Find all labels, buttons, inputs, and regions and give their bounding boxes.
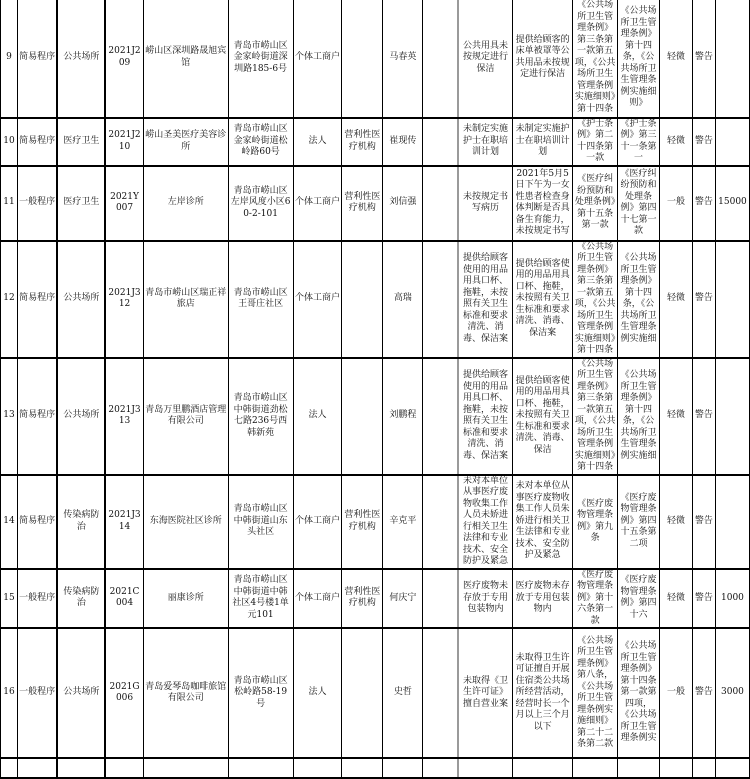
cell-category: 传染病防治 [57,475,105,569]
cell-category: 传染病防治 [57,569,105,629]
cell-penalty-type: 警告 [692,241,715,358]
cell-case-no: 2021J314 [105,475,143,569]
cell-case-no: 2021J210 [105,118,143,166]
cell-party-name: 青岛万里鹏酒店管理有限公司 [143,358,228,475]
cell-severity: 一般 [660,166,693,241]
cell-no: 16 [1,628,18,758]
cell-severity: 轻微 [660,358,693,475]
cell-legal-rep [383,758,423,778]
cell-org-type [342,758,383,778]
cell-case-no: 2021C004 [105,569,143,629]
cell-address: 青岛市崂山区中韩街道劲松七路236号西韩新苑 [228,358,293,475]
cell-address [228,758,293,778]
cell-party-type: 个体工商户 [293,0,342,118]
cell-party-type: 法人 [293,628,342,758]
cell-procedure: 一般程序 [17,628,57,758]
cell-party-type: 法人 [293,118,342,166]
cell-basis-violated: 《公共场所卫生管理条例》第三条第一款第五项，《公共场所卫生管理条例实施细则》第十四条 [573,358,618,475]
cell-blank [423,166,458,241]
cell-procedure: 简易程序 [17,475,57,569]
cell-org-type [342,628,383,758]
table-row [1,118,750,166]
cell-party-type [293,758,342,778]
cell-violation: 未按规定书写病历 [458,166,513,241]
cell-org-type [342,358,383,475]
cell-org-type [342,0,383,118]
cell-basis-violated: 《公共场所卫生管理条例》第八条，《公共场所卫生管理条例实施细则》第二十二条第二款 [573,628,618,758]
cell-facts: 未制定实施护士在职培训计划 [513,118,573,166]
cell-no: 10 [1,118,18,166]
cell-case-no: 2021Y007 [105,166,143,241]
cell-party-name: 丽康诊所 [143,569,228,629]
cell-basis-penalty: 《护士条例》第三十一条第一 [618,118,660,166]
cell-party-type: 个体工商户 [293,475,342,569]
cell-basis-violated [573,758,618,778]
cell-penalty-type [692,758,715,778]
cell-basis-violated: 《公共场所卫生管理条例》第三条第一款第五项，《公共场所卫生管理条例实施细则》第十四条 [573,241,618,358]
cell-party-name: 崂山圣美医疗美容诊所 [143,118,228,166]
cell-party-name: 青岛市崂山区瑞正祥旅店 [143,241,228,358]
cell-facts [513,758,573,778]
cell-basis-violated: 《护士条例》第二十四条第一款 [573,118,618,166]
cell-legal-rep: 刘鹏程 [383,358,423,475]
cell-procedure [17,758,57,778]
cell-basis-violated: 《医疗废物管理条例》第九条 [573,475,618,569]
cell-blank [423,758,458,778]
cell-penalty-type: 警告 [692,475,715,569]
cell-legal-rep: 马春英 [383,0,423,118]
cell-no [1,758,18,778]
cell-severity: 一般 [660,628,693,758]
cell-blank [423,628,458,758]
cell-party-name: 崂山区深圳路晟旭宾馆 [143,0,228,118]
cell-no: 14 [1,475,18,569]
cell-violation: 未取得《卫生许可证》擅自营业案 [458,628,513,758]
cell-violation: 医疗废物未存放于专用包装物内 [458,569,513,629]
cell-legal-rep: 何庆宁 [383,569,423,629]
cell-violation: 提供给顾客使用的用品用具口杯、拖鞋，未按照有关卫生标准和要求清洗、消毒、保洁案 [458,241,513,358]
cell-basis-penalty: 《医疗废物管理条例》第四十五条第二项 [618,475,660,569]
cell-facts: 提供给顾客使用的用品用具口杯、拖鞋，未按照有关卫生标准和要求清洗、消毒、保洁 [513,358,573,475]
cell-penalty-type: 警告 [692,569,715,629]
cell-case-no: 2021J312 [105,241,143,358]
cell-party-name: 青岛爱琴岛咖啡旅馆有限公司 [143,628,228,758]
cell-basis-penalty: 《公共场所卫生管理条例》第十四条，《公共场所卫生管理条例实施细 [618,358,660,475]
table-row [1,475,750,569]
cell-fine-amount [715,118,749,166]
cell-blank [423,358,458,475]
cell-basis-violated: 《医疗废物管理条例》第十六条第一款 [573,569,618,629]
table-row [1,241,750,358]
cell-org-type: 营利性医疗机构 [342,118,383,166]
cell-basis-penalty: 《公共场所卫生管理条例》第十四条，《公共场所卫生管理条例实施细 [618,241,660,358]
cell-basis-penalty [618,758,660,778]
cell-no: 12 [1,241,18,358]
cell-severity: 轻微 [660,0,693,118]
cell-basis-penalty: 《公共场所卫生管理条例》第十四条，《公共场所卫生管理条例实施细则》 [618,0,660,118]
cell-category: 公共场所 [57,0,105,118]
cell-category: 公共场所 [57,628,105,758]
cell-basis-violated: 《公共场所卫生管理条例》第三条第一款第五项，《公共场所卫生管理条例实施细则》第十四条 [573,0,618,118]
cell-blank [423,118,458,166]
cell-party-name: 左岸诊所 [143,166,228,241]
cell-address: 青岛市崂山区王哥庄社区 [228,241,293,358]
cell-category: 医疗卫生 [57,166,105,241]
cell-legal-rep: 高瑞 [383,241,423,358]
cell-facts: 提供给顾客使用的用品用具口杯、拖鞋，未按照有关卫生标准和要求清洗、消毒、保洁案 [513,241,573,358]
table-row [1,569,750,629]
cell-fine-amount [715,241,749,358]
cell-case-no [105,758,143,778]
cell-case-no: 2021J209 [105,0,143,118]
cell-blank [423,241,458,358]
cell-fine-amount [715,475,749,569]
cell-basis-penalty: 《公共场所卫生管理条例》第十四条第一款第四项，《公共场所卫生管理条例实 [618,628,660,758]
cell-address: 青岛市崂山区中韩街道山东头社区 [228,475,293,569]
cell-category: 公共场所 [57,241,105,358]
cell-fine-amount [715,0,749,118]
cell-no: 11 [1,166,18,241]
cell-basis-violated: 《医疗纠纷预防和处理条例》第十五条第一款 [573,166,618,241]
cell-severity: 轻微 [660,475,693,569]
cell-violation: 未制定实施护士在职培训计划 [458,118,513,166]
cell-penalty-type: 警告 [692,0,715,118]
cell-blank [423,475,458,569]
table-row [1,0,750,118]
cell-category [57,758,105,778]
cell-legal-rep: 辛克平 [383,475,423,569]
cell-fine-amount: 15000 [715,166,749,241]
cell-address: 青岛市崂山区金家岭街道深圳路185-6号 [228,0,293,118]
table-row [1,166,750,241]
cell-party-type: 个体工商户 [293,241,342,358]
cell-blank [423,0,458,118]
cell-fine-amount: 1000 [715,569,749,629]
cell-facts: 2021年5月5日下午为一女性患者检查身体判断是否具备生育能力，未按规定书写 [513,166,573,241]
cell-procedure: 简易程序 [17,0,57,118]
cell-fine-amount [715,358,749,475]
cell-address: 青岛市崂山区左岸风度小区60-2-101 [228,166,293,241]
cell-case-no: 2021J313 [105,358,143,475]
cell-party-name: 东海医院社区诊所 [143,475,228,569]
cell-procedure: 一般程序 [17,166,57,241]
cell-facts: 医疗废物未存放于专用包装物内 [513,569,573,629]
cell-legal-rep: 刘信强 [383,166,423,241]
table-row [1,628,750,758]
cell-party-name [143,758,228,778]
cell-address: 青岛市崂山区松岭路58-19号 [228,628,293,758]
cell-severity: 轻微 [660,569,693,629]
cell-legal-rep: 史哲 [383,628,423,758]
cell-address: 青岛市崂山区金家岭街道松岭路60号 [228,118,293,166]
cell-violation: 提供给顾客使用的用品用具口杯、拖鞋，未按照有关卫生标准和要求清洗、消毒、保洁案 [458,358,513,475]
cell-penalty-type: 警告 [692,118,715,166]
cell-penalty-type: 警告 [692,166,715,241]
cell-org-type: 营利性医疗机构 [342,569,383,629]
cell-basis-penalty: 《医疗纠纷预防和处理条例》第四十七第一款 [618,166,660,241]
cell-party-type: 个体工商户 [293,166,342,241]
cell-penalty-type: 警告 [692,358,715,475]
cell-penalty-type: 警告 [692,628,715,758]
cell-case-no: 2021G006 [105,628,143,758]
cell-no: 13 [1,358,18,475]
cell-violation [458,758,513,778]
cell-party-type: 个体工商户 [293,569,342,629]
cell-facts: 未对本单位从事医疗废物收集工作人员朱娇进行相关卫生法律和专业技术、安全防护及紧急 [513,475,573,569]
cell-category: 医疗卫生 [57,118,105,166]
cell-fine-amount: 3000 [715,628,749,758]
cell-party-type: 法人 [293,358,342,475]
cell-no: 9 [1,0,18,118]
cell-address: 青岛市崂山区中韩街道中韩社区4号楼1单元101 [228,569,293,629]
cell-org-type: 营利性医疗机构 [342,166,383,241]
cell-procedure: 简易程序 [17,358,57,475]
cell-legal-rep: 崔现传 [383,118,423,166]
cell-blank [423,569,458,629]
cell-procedure: 简易程序 [17,241,57,358]
cell-fine-amount [715,758,749,778]
cell-org-type: 营利性医疗机构 [342,475,383,569]
cell-violation: 未对本单位从事医疗废物收集工作人员未娇进行相关卫生法律和专业技术、安全防护及紧急 [458,475,513,569]
cell-facts: 提供给顾客的床单被罩等公共用品未按规定进行保洁 [513,0,573,118]
cell-procedure: 简易程序 [17,118,57,166]
table-row [1,358,750,475]
cell-org-type [342,241,383,358]
cell-violation: 公共用具未按规定进行保洁 [458,0,513,118]
cell-severity: 轻微 [660,241,693,358]
cell-no: 15 [1,569,18,629]
cell-category: 公共场所 [57,358,105,475]
cell-procedure: 一般程序 [17,569,57,629]
cell-facts: 未取得卫生许可证擅自开展住宿类公共场所经营活动，经营时长一个月以上三个月以下 [513,628,573,758]
cell-severity: 轻微 [660,118,693,166]
cell-basis-penalty: 《医疗废物管理条例》第四十六 [618,569,660,629]
table-row-partial [1,758,750,778]
cell-severity [660,758,693,778]
